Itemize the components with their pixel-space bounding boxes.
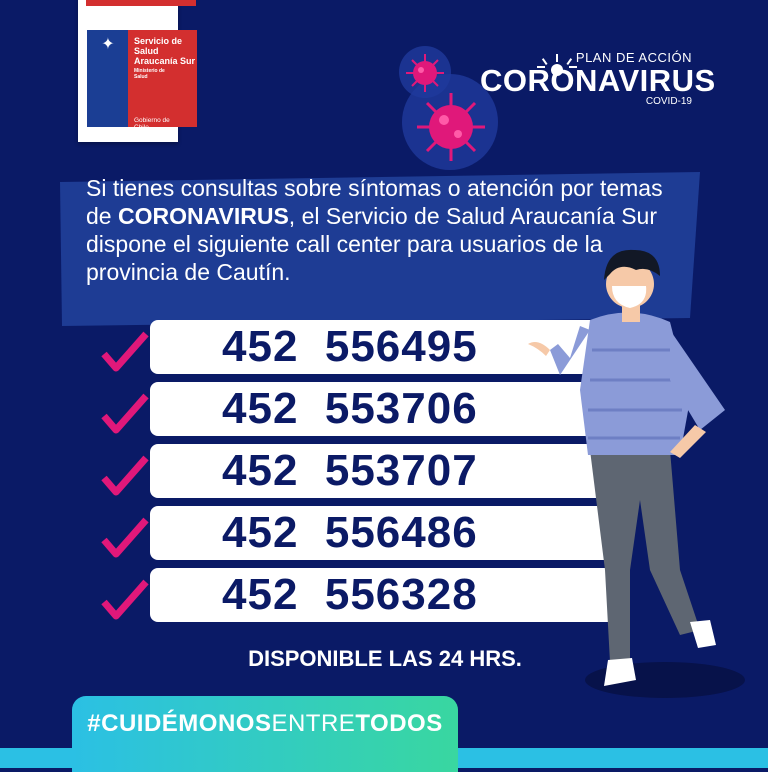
hashtag-banner bbox=[72, 696, 458, 772]
logo-line3: Araucanía Sur bbox=[134, 56, 196, 66]
checkmark-icon bbox=[100, 454, 150, 498]
hashtag-text bbox=[72, 710, 458, 738]
logo-line2: Salud bbox=[134, 46, 159, 56]
checkmark-icon bbox=[100, 392, 150, 436]
checkmark-icon bbox=[100, 330, 150, 374]
phone-number[interactable]: 452 556328 bbox=[222, 570, 478, 619]
virus-icon bbox=[414, 90, 488, 164]
hashtag-symbol: # bbox=[87, 710, 102, 737]
phone-number[interactable]: 452 553707 bbox=[222, 446, 478, 495]
intro-part1: Si tienes consultas sobre síntomas o atención por temas de bbox=[86, 175, 663, 229]
brand-title: CORONAVIRUS bbox=[480, 63, 716, 98]
intro-part2: , el Servicio de Salud Araucanía Sur dispone el siguiente call center para usuarios de la provincia de Cautín. bbox=[86, 203, 658, 285]
brand-plan: PLAN DE ACCIÓN bbox=[575, 50, 692, 65]
virus-icon bbox=[404, 52, 446, 94]
hashtag-word2: ENTRE bbox=[271, 710, 356, 737]
crest-icon: ✦ bbox=[101, 36, 115, 53]
phone-number[interactable]: 452 556486 bbox=[222, 508, 478, 557]
phone-number[interactable]: 452 553706 bbox=[222, 384, 478, 433]
brand-subtitle: COVID-19 bbox=[645, 96, 692, 107]
hashtag-word3: TODOS bbox=[355, 710, 443, 737]
logo-top-strip bbox=[86, 0, 196, 6]
logo-line1: Servicio de bbox=[134, 36, 183, 46]
checkmark-icon bbox=[100, 578, 150, 622]
government-logo bbox=[78, 0, 196, 142]
availability-text: DISPONIBLE LAS 24 HRS. bbox=[248, 646, 522, 671]
logo-ministry: Ministerio de Salud bbox=[134, 68, 165, 80]
phone-number[interactable]: 452 556495 bbox=[222, 322, 478, 371]
masked-person-illustration bbox=[520, 240, 768, 700]
logo-government: Gobierno de Chile bbox=[134, 117, 170, 131]
logo-title bbox=[134, 36, 196, 66]
intro-highlight: CORONAVIRUS bbox=[117, 203, 289, 229]
hashtag-word1: CUIDÉMONOS bbox=[101, 710, 272, 737]
checkmark-icon bbox=[100, 516, 150, 560]
campaign-brand bbox=[480, 50, 716, 107]
